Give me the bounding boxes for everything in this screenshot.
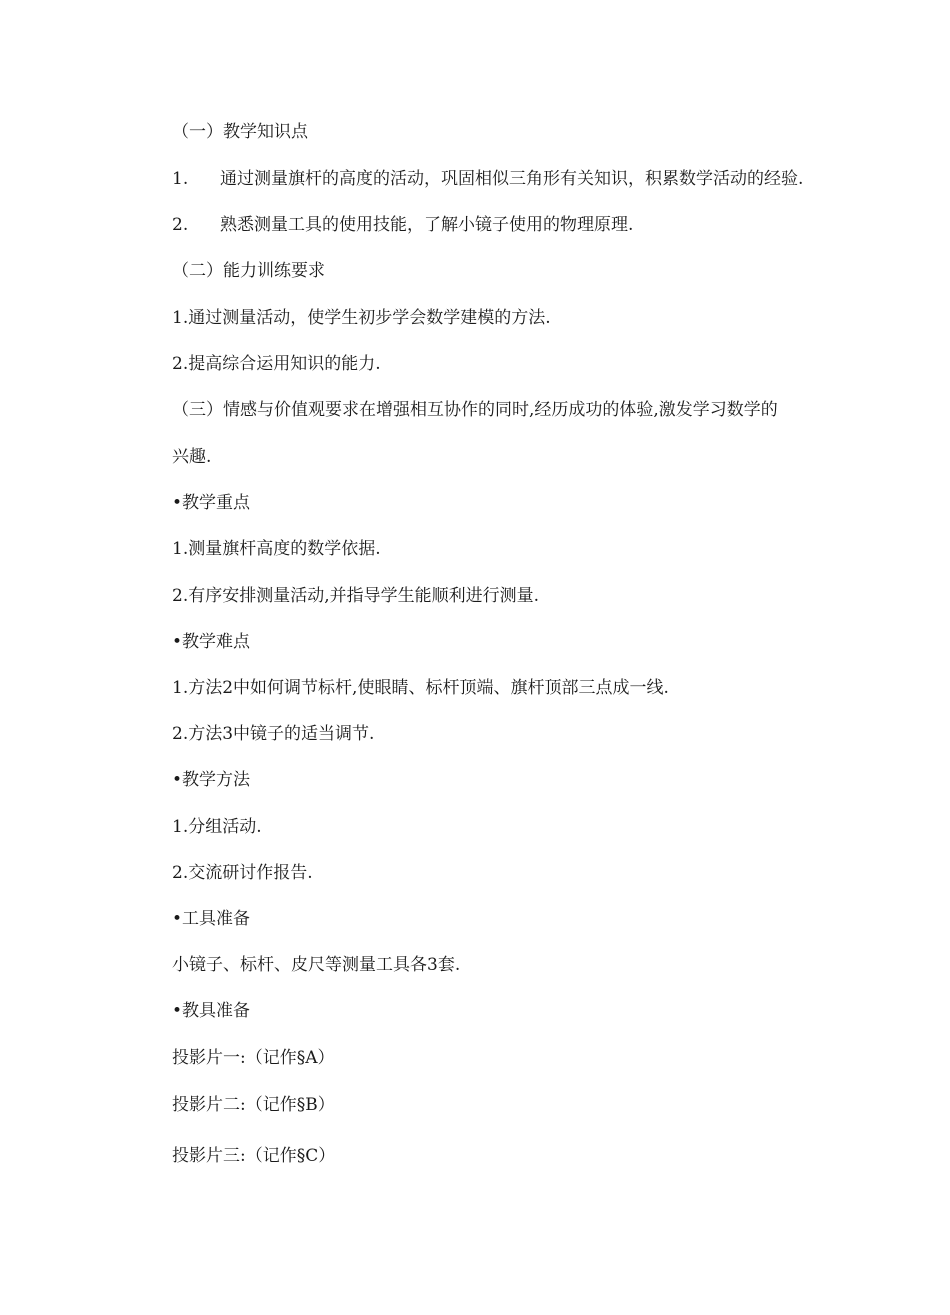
item-number: 2. [172, 215, 189, 235]
item-number: 1. [172, 169, 189, 189]
item-text: 熟悉测量工具的使用技能，了解小镜子使用的物理原理. [220, 215, 634, 235]
method-2: 2.交流研讨作报告. [172, 863, 313, 883]
emotion-continuation: 兴趣. [172, 447, 212, 467]
tools-heading: •工具准备 [172, 909, 251, 929]
section-heading-knowledge: （一）教学知识点 [172, 122, 308, 142]
aids-heading: •教具准备 [172, 1001, 251, 1021]
key-points-heading: •教学重点 [172, 493, 251, 513]
methods-heading: •教学方法 [172, 770, 251, 790]
item-text: 通过测量旗杆的高度的活动，巩固相似三角形有关知识，积累数学活动的经验. [220, 169, 804, 189]
ability-item-2: 2.提高综合运用知识的能力. [172, 354, 381, 374]
section-heading-emotion: （三）情感与价值观要求在增强相互协作的同时,经历成功的体验,激发学习数学的 [172, 400, 778, 420]
difficult-point-2: 2.方法3中镜子的适当调节. [172, 724, 375, 744]
aid-slide-1: 投影片一:（记作§A） [172, 1048, 335, 1068]
key-point-1: 1.测量旗杆高度的数学依据. [172, 539, 381, 559]
difficult-heading: •教学难点 [172, 632, 251, 652]
section-heading-ability: （二）能力训练要求 [172, 261, 325, 281]
method-1: 1.分组活动. [172, 817, 262, 837]
aid-slide-3: 投影片三:（记作§C） [172, 1146, 336, 1166]
key-point-2: 2.有序安排测量活动,并指导学生能顺利进行测量. [172, 586, 540, 606]
knowledge-item-1 [172, 168, 803, 190]
difficult-point-1: 1.方法2中如何调节标杆,使眼睛、标杆顶端、旗杆顶部三点成一线. [172, 678, 669, 698]
aid-slide-2: 投影片二:（记作§B） [172, 1095, 335, 1115]
knowledge-item-2 [172, 214, 633, 236]
tools-text: 小镜子、标杆、皮尺等测量工具各3套. [172, 955, 461, 975]
ability-item-1: 1.通过测量活动，使学生初步学会数学建模的方法. [172, 308, 551, 328]
